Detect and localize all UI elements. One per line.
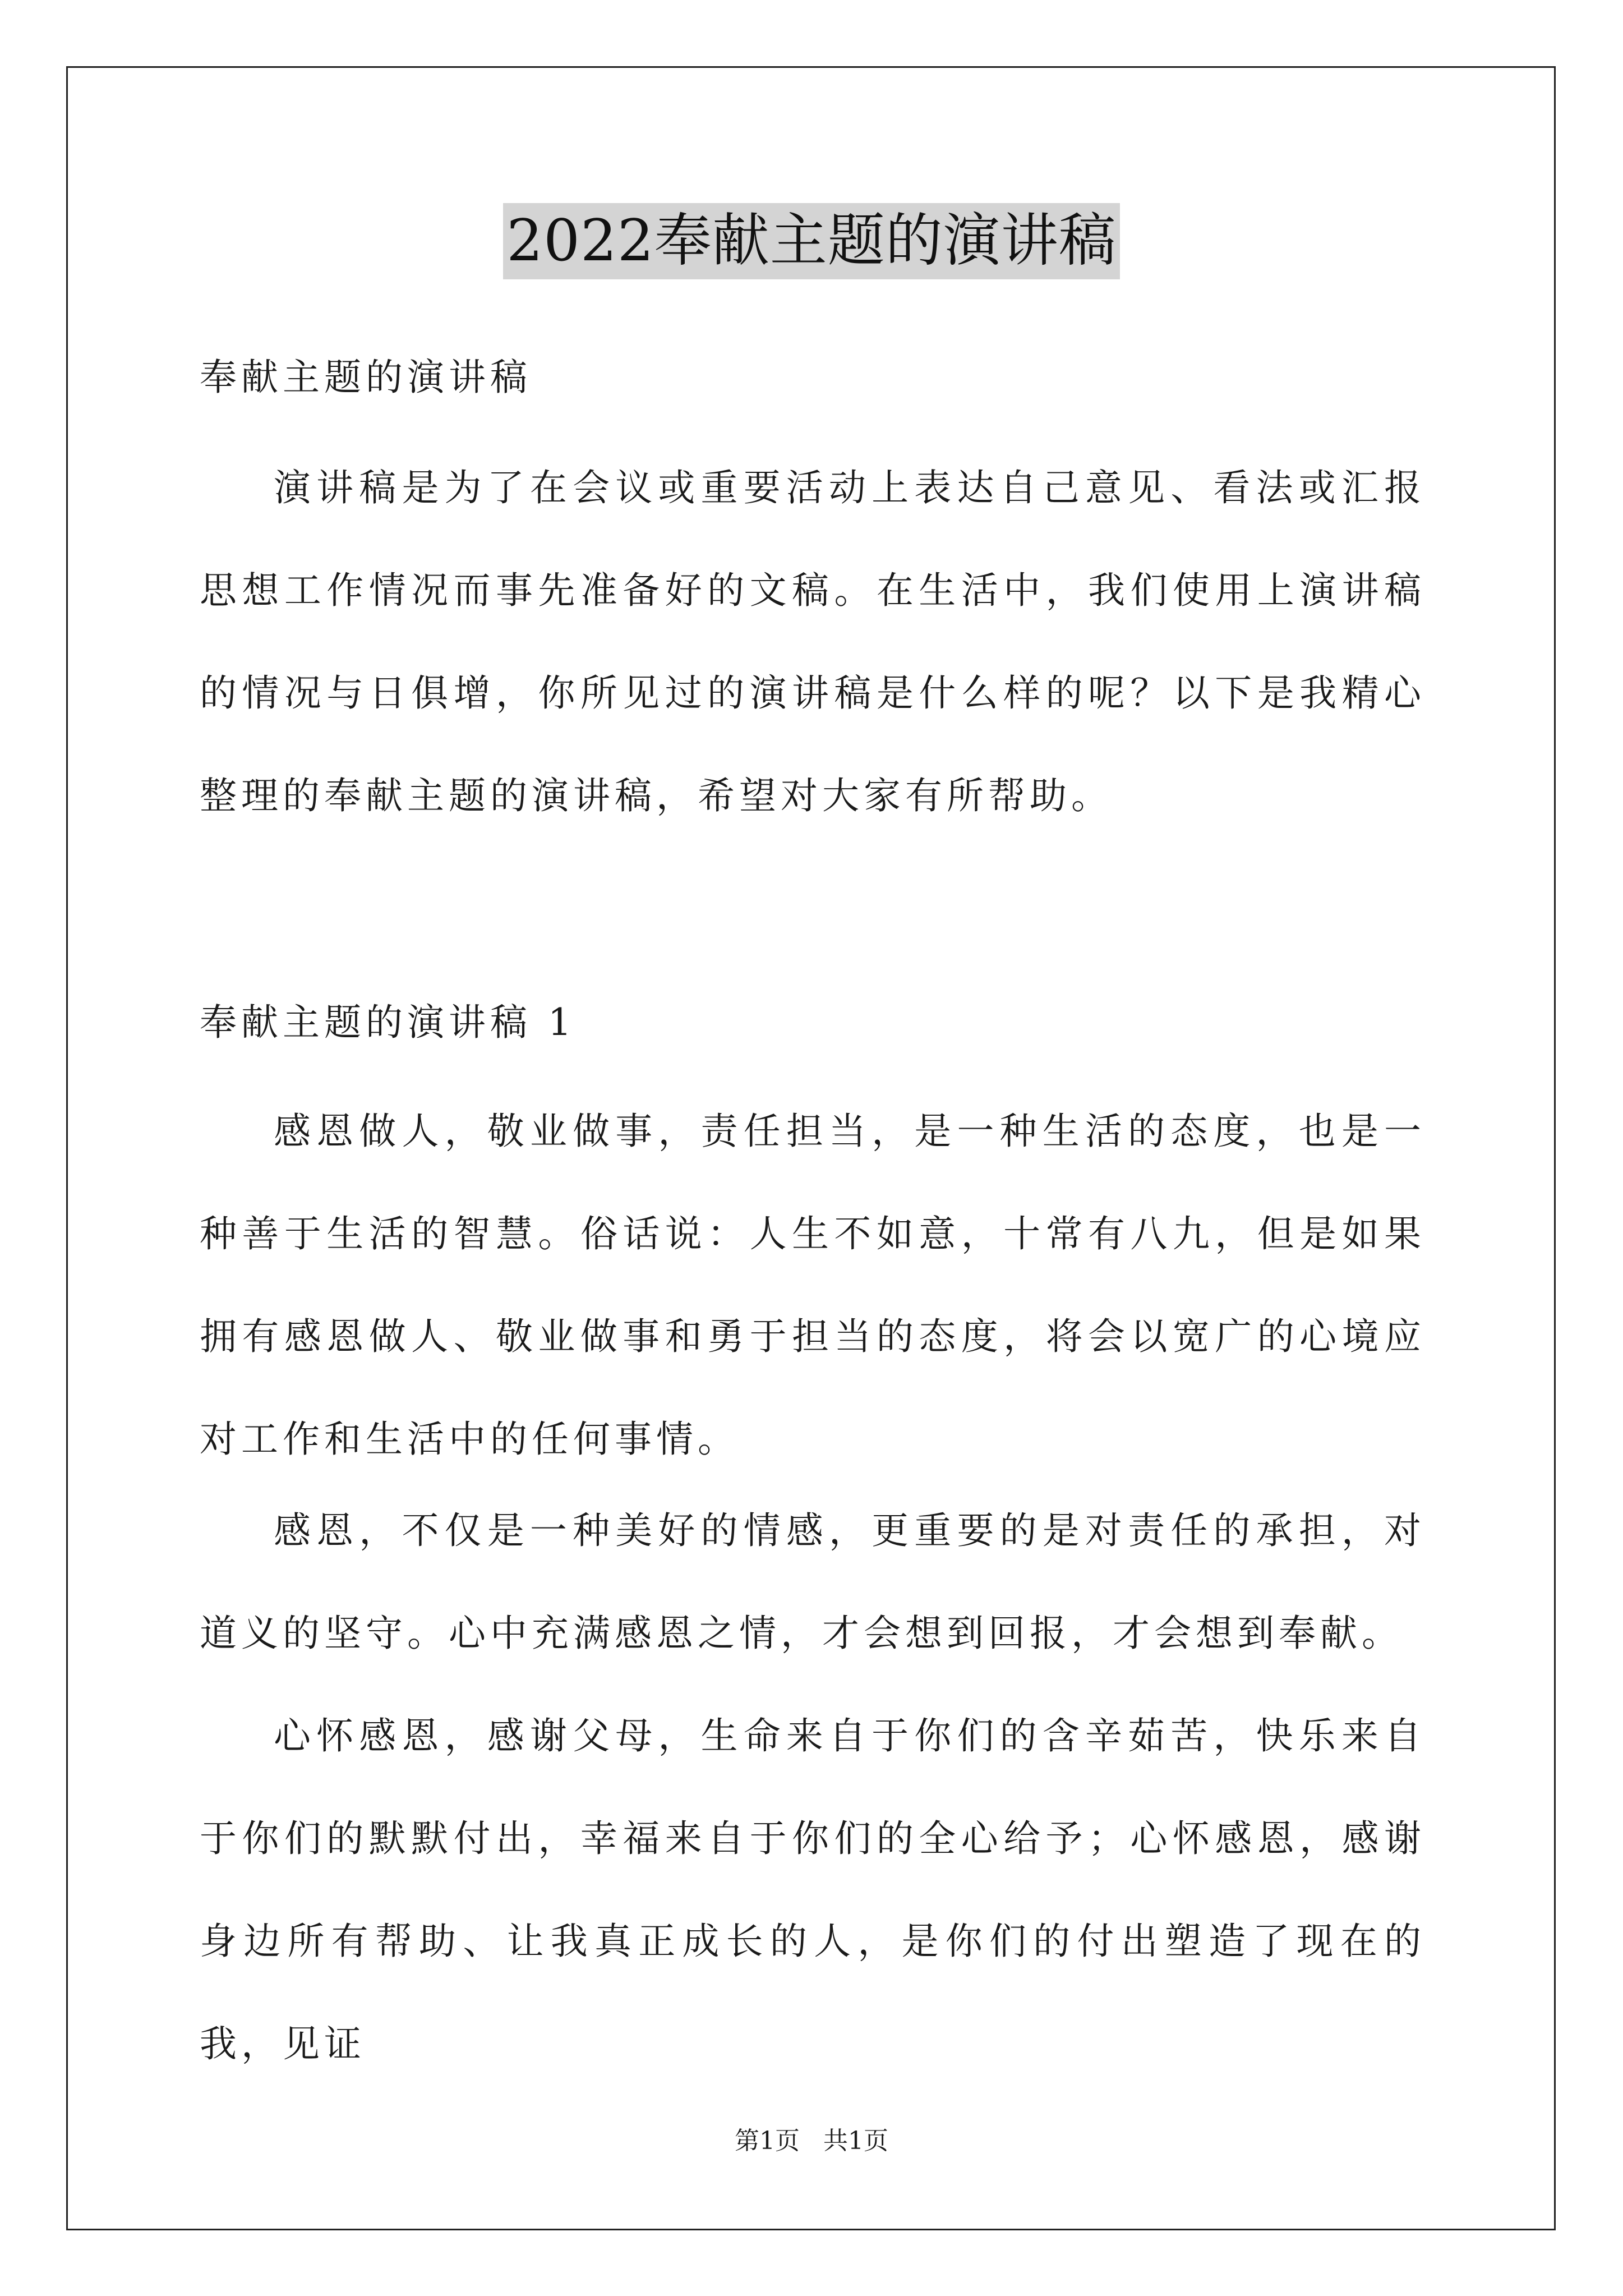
page-footer: 第1页 共1页 xyxy=(735,2127,888,2155)
body-paragraph: 感恩，不仅是一种美好的情感，更重要的是对责任的承担，对道义的坚守。心中充满感恩之情，才会想到回报，才会想到奉献。 xyxy=(200,1509,1426,1655)
intro-paragraph: 演讲稿是为了在会议或重要活动上表达自己意见、看法或汇报思想工作情况而事先准备好的文稿。在生活中，我们使用上演讲稿的情况与日俱增，你所见过的演讲稿是什么样的呢？以下是我精心整理的奉献主题的演讲稿，希望对大家有所帮助。 xyxy=(200,466,1426,817)
section-heading: 奉献主题的演讲稿 1 xyxy=(200,1001,576,1044)
title-container xyxy=(0,203,1623,279)
body-paragraph: 感恩做人，敬业做事，责任担当，是一种生活的态度，也是一种善于生活的智慧。俗话说：人生不如意，十常有八九，但是如果拥有感恩做人、敬业做事和勇于担当的态度，将会以宽广的心境应对工作和生活中的任何事情。 xyxy=(200,1110,1426,1461)
document-title: 2022奉献主题的演讲稿 xyxy=(503,203,1120,279)
body-paragraph: 心怀感恩，感谢父母，生命来自于你们的含辛茹苦，快乐来自于你们的默默付出，幸福来自于你们的全心给予；心怀感恩，感谢身边所有帮助、让我真正成长的人，是你们的付出塑造了现在的我，见证 xyxy=(200,1714,1426,2065)
document-subtitle: 奉献主题的演讲稿 xyxy=(200,356,532,399)
